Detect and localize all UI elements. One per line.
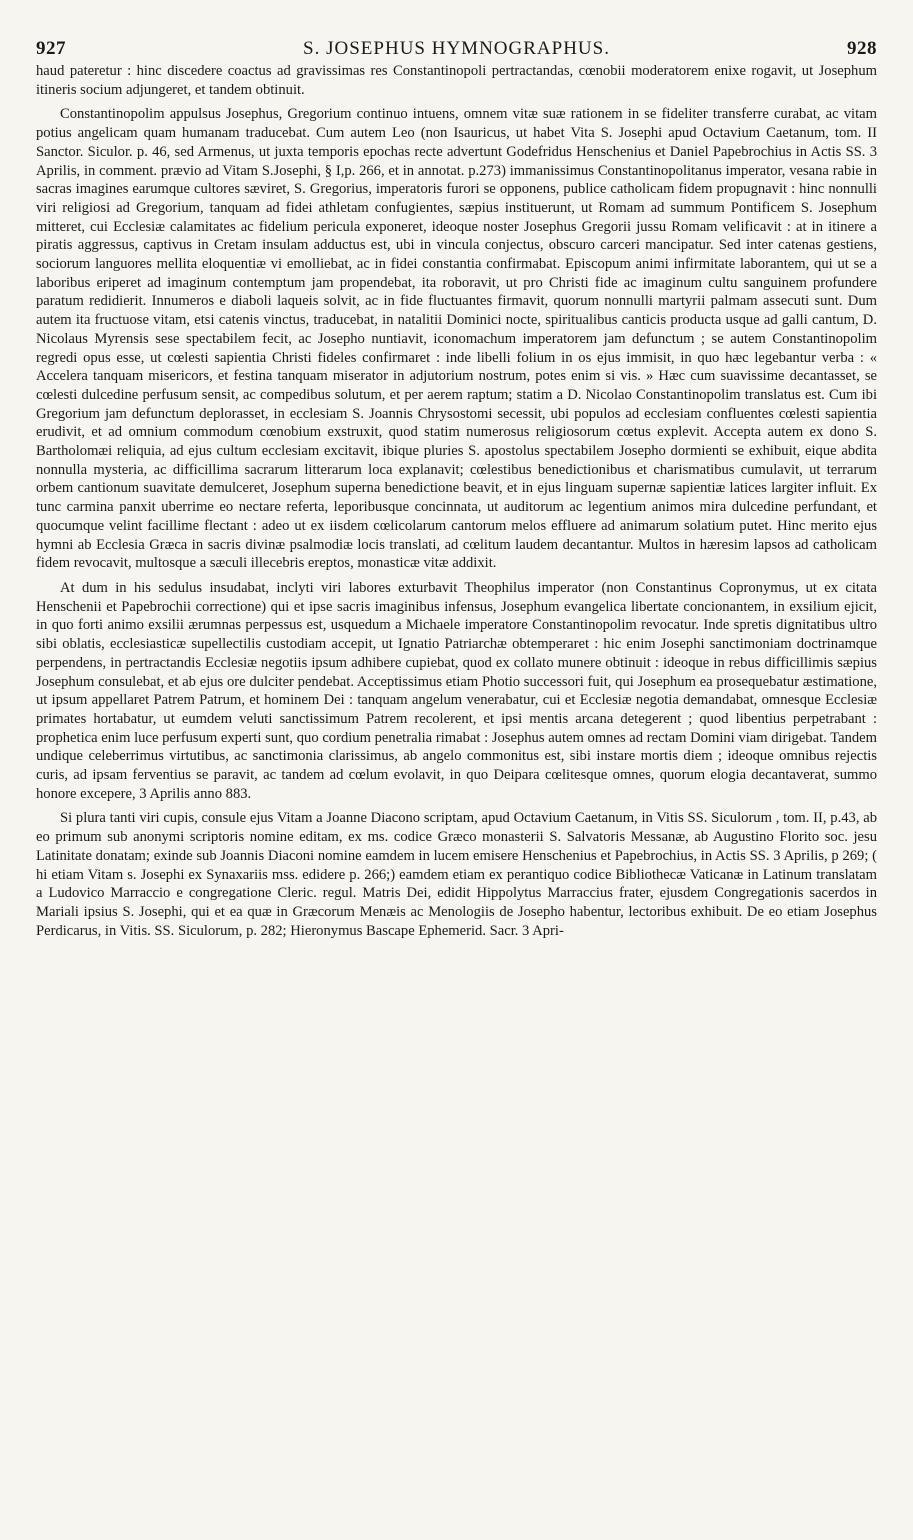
right-page-number: 928: [847, 38, 877, 59]
body-text: [36, 62, 877, 940]
running-title: S. JOSEPHUS HYMNOGRAPHUS.: [303, 38, 610, 59]
paragraph-sources: Si plura tanti viri cupis, consule ejus Vitam a Joanne Diacono scriptam, apud Octavium Caetanum, in Vitis SS. Siculorum , tom. II, p.43, ab eo primum sub anonymi scriptoris nomine editam, ex ms. codice Græco monasterii S. Salvatoris Messanæ, ab Augustino Florito soc. jesu Latinitate donatam; exinde sub Joannis Diaconi nomine eamdem in lucem emisere Henschenius et Papebrochius, in Actis SS. 3 Aprilis, p 269; ( hi etiam Vitam s. Josephi ex Synaxariis mss. edidere p. 266;) eamdem etiam ex perantiquo codice Bibliothecæ Vaticanæ in Latinum translatam a Ludovico Marraccio e congregatione Cleric. regul. Matris Dei, edidit Hippolytus Marraccius frater, ejusdem Congregationis sacerdos in Mariali ipsius S. Josephi, qui et ea quæ in Græcorum Menæis ac Menologiis de Josepho habentur, lectoribus exhibuit. De eo etiam Josephus Perdicarus, in Vitis. SS. Siculorum, p. 282; Hieronymus Bascape Ephemerid. Sacr. 3 Apri-: [36, 810, 877, 939]
paragraph-theophilus: At dum in his sedulus insudabat, inclyti viri labores exturbavit Theophilus imperator (non Constantinus Copronymus, ut ex citata Henschenii et Papebrochii correctione) qui et ipse sacris imaginibus infensus, Josephum evangelica libertate concionantem, in exsilium ejicit, in quo forti animo exsilii ærumnas perpessus est, usquedum a Michaele imperatore Constantinopolim revocatur. Inde spretis dignitatibus ultro sibi oblatis, ecclesiasticæ supellectilis custodiam accepit, ut Ignatio Patriarchæ obtemperaret : hic enim Josephi sanctimoniam doctrinamque perpendens, in pertractandis Ecclesiæ negotiis ipsum adhibere cupiebat, quod ex collato munere obtinuit : ideoque in rebus difficillimis sæpius Josephum consulebat, et ab ejus ore dulciter pendebat. Acceptissimus etiam Photio successori fuit, qui Josephum ea prosequebatur æstimatione, ut ipsum appellaret Patrem Patrum, et hominem Dei : tanquam angelum venerabatur, cui et Ecclesiæ negotia demandabat, omnesque Ecclesiæ primates hortabatur, ut eumdem veluti sanctissimum Patrem recolerent, et ipsi mentis arcana detegerent ; quod libentius perpetrabant : prophetica enim luce perfusum experti sunt, quo cordium penetralia rimabat : Josephus autem omnes ad rectam Domini viam dirigebat. Tandem undique celeberrimus virtutibus, ac sanctimonia clarissimus, ab angelo commonitus est, sibi instare mortis diem ; ideoque omnibus rejectis curis, ad ipsam ferventius se paravit, ac tandem ad cœlum evolavit, in quo Deipara cœlitesque omnes, quorum elogia decantaverat, summo honore excepere, 3 Aprilis anno 883.: [36, 579, 877, 802]
paragraph-constantinople: Constantinopolim appulsus Josephus, Gregorium continuo intuens, omnem vitæ suæ rationem in se fideliter transferre curabat, ac vitam potius angelicam quam humanam traducebat. Cum autem Leo (non Isauricus, ut habet Vita S. Josephi apud Octavium Caetanum, tom. II Sanctor. Siculor. p. 46, sed Armenus, ut juxta temporis epochas recte advertunt Godefridus Henschenius et Daniel Papebrochius in Actis SS. 3 Aprilis, in comment. prævio ad Vitam S.Josephi, § I,p. 266, et in annotat. p.273) immanissimus Constantinopolitanus imperator, vesana rabie in sacras imagines earumque cultores sæviret, S. Gregorius, imperatoris furori se opponens, publice catholicam fidem propugnavit : hinc nonnulli viri religiosi ad Gregorium, tanquam ad fidei athletam confugientes, sæpius instituerunt, ut Romam ad summum Pontificem S. Josephum mitteret, cui Ecclesiæ calamitates ac fidelium pericula exponeret, ideoque noster Josephus Gregorii jussu Romam velificavit : at in itinere a piratis aggressus, captivus in Cretam insulam adductus est, ubi in vincula conjectus, obscuro carceri mancipatur. Sed inter catenas gestiens, sociorum languores mellita eloquentiæ vi emolliebat, ac in fidei constantia confirmabat. Episcopum animi infirmitate laborantem, qui ut se a laboribus eriperet ad imaginum contemptum jam propendebat, ita roboravit, ut pro Christi fide ac imaginum cultu sanguinem profundere paratum redidierit. Innumeros e diaboli laqueis solvit, ac in fide fluctuantes firmavit, quorum nonnulli martyrii palmam assecuti sunt. Dum autem ita fructuose vitam, etsi catenis vinctus, traducebat, in natalitii Dominici nocte, spiritualibus canticis producta usque ad galli cantum, D. Nicolaus Myrensis sese spectabilem fecit, ac Josepho nuntiavit, iconomachum imperatorem jam defunctum ; se autem Constantinopolim regredi opus esse, ut cœlesti sapientia Christi fideles confirmaret : inde libelli folium in os ejus immisit, in quo hæc legebantur verba : « Accelera tanquam misericors, et festina tanquam miserator in adjutorium nostrum, potes enim si vis. » Hæc cum suavissime decantasset, se cœlesti dulcedine perfusum sensit, ac compedibus solutum, et per aerem raptum; statim a D. Nicolao Constantinopolim translatus est. Cum ibi Gregorium jam defunctum deplorasset, in ecclesiam S. Joannis Chrysostomi secessit, ubi populos ad ecclesiam confluentes cœlesti sapientia erudivit, et ad omnium commodum cœnobium exstruxit, quod statim numerosus religiosorum cœtus explevit. Accepta autem ex dono S. Bartholomæi reliquia, ad ejus cultum ecclesiam excitavit, ibique pluries S. apostolus spectabilem Josepho dormienti se exhibuit, eique abdita nonnulla mysteria, ac difficillima sacrarum litterarum loca explanavit; cœlestibus benedictionibus et charismatibus cumulavit, ut terrarum orbem cantionum suavitate demulceret, Josephum superna benedictione beavit, et in ejus linguam supernæ sapientiæ latices largiter influit. Ex tunc carmina panxit uberrime eo nectare referta, leporibusque concinnata, ut auditorum ac legentium animos mira dulcedine perfundant, et quocumque velint facillime flectant : adeo ut ex iisdem cœlicolarum cantorum melos effluere ad animarum solatium putet. Hinc merito ejus hymni ab Ecclesia Græca in sacris divinæ psalmodiæ locis translati, ad cœlitum laudem decantantur. Multos in hæresim lapsos ad catholicam fidem revocavit, multosque a sæculi illecebris ereptos, monasticæ vitæ addixit.: [36, 106, 877, 572]
paragraph-continuation: haud pateretur : hinc discedere coactus ad gravissimas res Constantinopoli pertractandas, cœnobii moderatorem enixe rogavit, ut Josephum itineris socium adjungeret, et tandem obtinuit.: [36, 63, 877, 98]
page-header: [36, 38, 877, 60]
left-page-number: 927: [36, 38, 66, 59]
